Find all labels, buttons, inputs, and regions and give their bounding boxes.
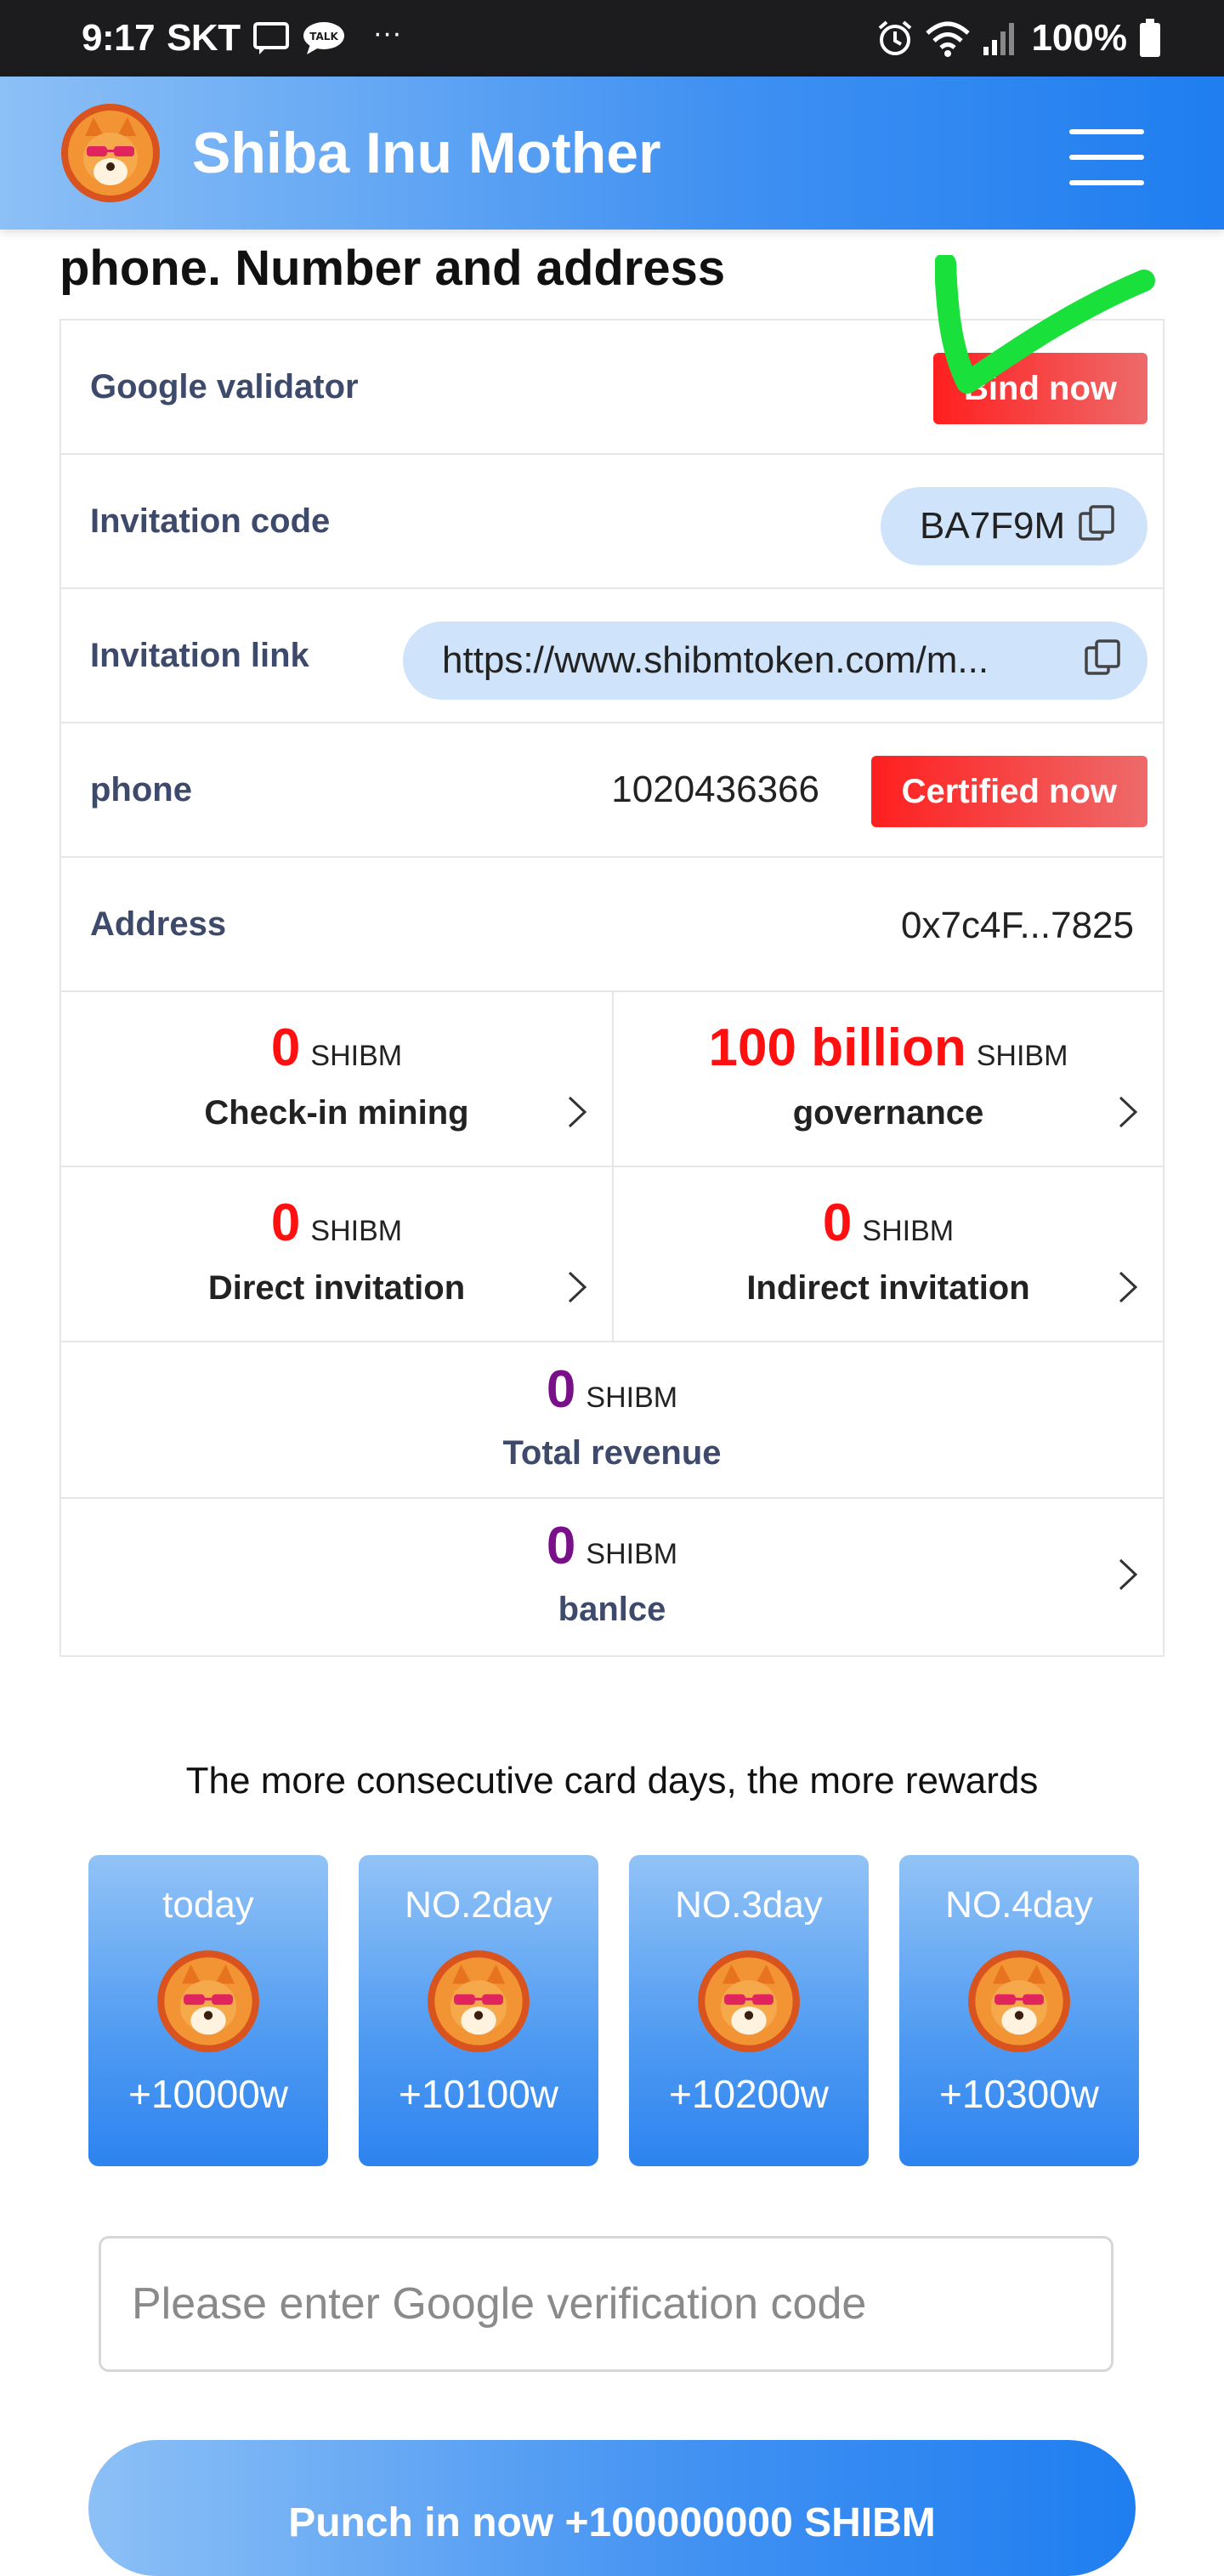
chevron-right-icon <box>564 1269 590 1305</box>
indirect-invitation-cell[interactable] <box>612 1167 1163 1341</box>
invitation-code-label: Invitation code <box>90 502 331 540</box>
svg-text:TALK: TALK <box>309 31 338 43</box>
google-code-input[interactable] <box>99 2236 1114 2372</box>
checkin-mining-unit: SHIBM <box>310 1040 403 1072</box>
reward-amount: +10300w <box>939 2072 1099 2116</box>
checkin-mining-cell[interactable] <box>61 992 612 1166</box>
address-row <box>61 858 1163 992</box>
invitation-link-label: Invitation link <box>90 637 309 674</box>
indirect-invitation-unit: SHIBM <box>862 1215 955 1247</box>
battery-icon <box>1139 19 1161 58</box>
direct-invitation-unit: SHIBM <box>310 1215 403 1247</box>
indirect-invitation-value: 0 <box>822 1194 853 1252</box>
reward-day: NO.3day <box>675 1884 823 1926</box>
indirect-invitation-label: Indirect invitation <box>746 1269 1030 1307</box>
balance-label: banlce <box>558 1591 666 1628</box>
balance-value: 0 <box>546 1517 576 1575</box>
app-title: Shiba Inu Mother <box>192 121 661 185</box>
copy-icon[interactable] <box>1077 503 1119 550</box>
signal-icon <box>982 20 1019 57</box>
reward-day: today <box>162 1884 254 1926</box>
governance-cell[interactable] <box>612 992 1163 1166</box>
chevron-right-icon <box>564 1094 590 1130</box>
hamburger-menu-icon[interactable] <box>1069 129 1144 185</box>
shib-coin-icon <box>966 1949 1072 2054</box>
direct-invitation-value: 0 <box>270 1194 301 1252</box>
balance-row[interactable] <box>61 1499 1163 1655</box>
phone-value: 1020436366 <box>611 769 819 810</box>
direct-invitation-cell[interactable] <box>61 1167 612 1341</box>
reward-day: NO.4day <box>945 1884 1093 1926</box>
app-header <box>0 77 1224 230</box>
shib-coin-icon <box>426 1949 531 2054</box>
status-bar <box>0 0 1224 77</box>
governance-label: governance <box>792 1094 984 1132</box>
invitation-link-value: https://www.shibmtoken.com/m... <box>442 639 989 681</box>
chevron-right-icon <box>1115 1094 1141 1130</box>
invitation-link-pill[interactable] <box>403 621 1148 700</box>
shib-coin-icon <box>696 1949 802 2054</box>
checkin-mining-label: Check-in mining <box>204 1094 469 1132</box>
reward-amount: +10000w <box>128 2072 288 2116</box>
total-revenue-label: Total revenue <box>502 1434 722 1472</box>
invitation-code-row <box>61 455 1163 589</box>
checkin-mining-value: 0 <box>270 1018 301 1077</box>
bind-now-button[interactable]: Bind now <box>933 353 1148 424</box>
address-value: 0x7c4F...7825 <box>901 905 1134 946</box>
stats-row-1 <box>61 992 1163 1167</box>
reward-card <box>629 1855 869 2166</box>
governance-unit: SHIBM <box>976 1040 1068 1072</box>
stats-row-2 <box>61 1167 1163 1342</box>
shib-logo-icon <box>60 102 162 204</box>
reward-cards <box>88 1855 1139 2166</box>
message-icon <box>252 21 290 55</box>
invitation-code-pill[interactable] <box>881 487 1148 565</box>
rewards-title: The more consecutive card days, the more rewards <box>185 1760 1039 1801</box>
status-more: ··· <box>372 16 402 49</box>
total-revenue-row <box>61 1342 1163 1499</box>
google-validator-row <box>61 321 1163 455</box>
status-carrier: SKT <box>167 17 241 59</box>
punch-in-button[interactable]: Punch in now +100000000 SHIBM <box>88 2440 1136 2576</box>
governance-value: 100 billion <box>708 1018 966 1077</box>
chevron-right-icon <box>1115 1557 1141 1592</box>
google-validator-label: Google validator <box>90 368 359 406</box>
reward-amount: +10100w <box>399 2072 558 2116</box>
reward-card <box>88 1855 328 2166</box>
phone-row <box>61 723 1163 858</box>
total-revenue-unit: SHIBM <box>586 1382 678 1414</box>
chevron-right-icon <box>1115 1269 1141 1305</box>
reward-day: NO.2day <box>405 1884 552 1926</box>
status-time: 9:17 <box>82 17 156 59</box>
invitation-code-value: BA7F9M <box>920 505 1066 547</box>
invitation-link-row <box>61 589 1163 723</box>
reward-card <box>359 1855 598 2166</box>
shib-coin-icon <box>156 1949 261 2054</box>
chat-bubble-icon <box>302 20 346 56</box>
account-info-table <box>60 319 1164 1657</box>
battery-percent: 100% <box>1031 17 1127 59</box>
wifi-icon <box>926 20 970 57</box>
copy-icon[interactable] <box>1083 638 1125 684</box>
phone-label: phone <box>90 771 192 809</box>
direct-invitation-label: Direct invitation <box>207 1269 466 1307</box>
reward-amount: +10200w <box>669 2072 829 2116</box>
address-label: Address <box>90 905 227 943</box>
total-revenue-value: 0 <box>546 1360 576 1419</box>
page-title: phone. Number and address <box>60 241 726 296</box>
balance-unit: SHIBM <box>586 1538 678 1570</box>
certified-now-button[interactable]: Certified now <box>871 756 1148 827</box>
reward-card <box>899 1855 1139 2166</box>
alarm-icon <box>876 20 914 57</box>
